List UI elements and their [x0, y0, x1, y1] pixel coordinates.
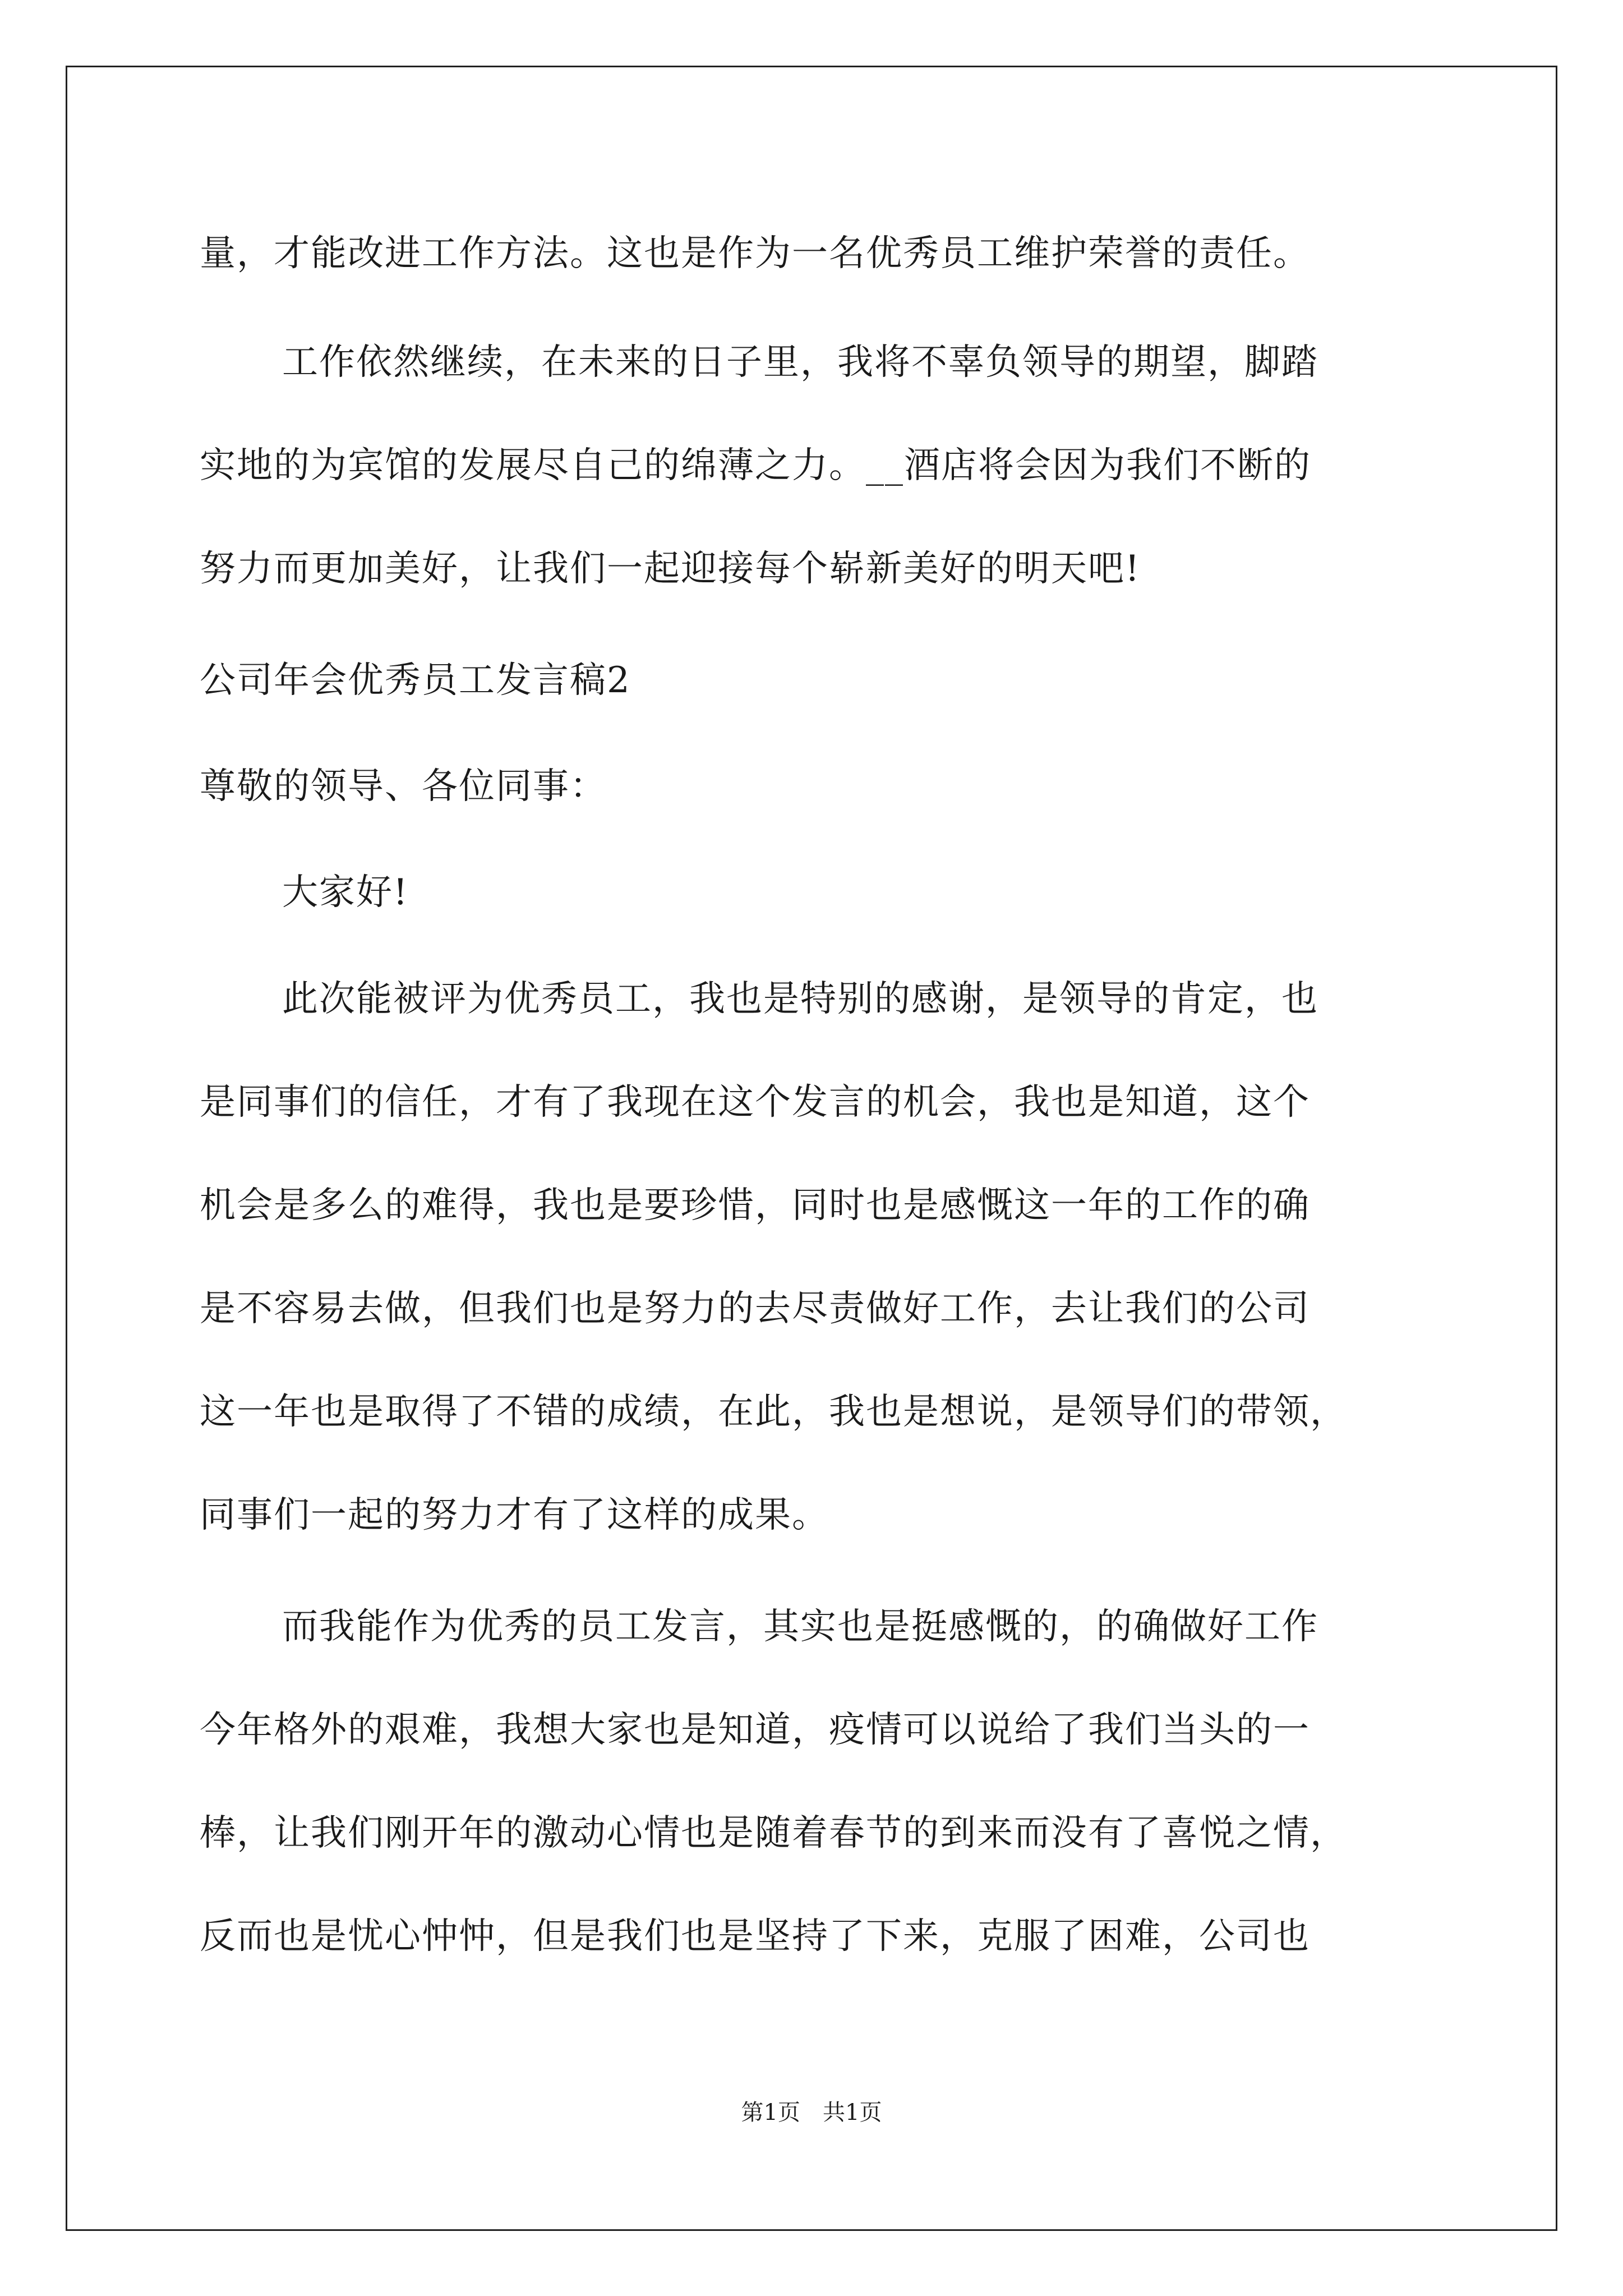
page-border — [66, 66, 1557, 2231]
paragraph-line: 反而也是忧心忡忡，但是我们也是坚持了下来，克服了困难，公司也 — [200, 1916, 1310, 1957]
paragraph-line: 努力而更加美好，让我们一起迎接每个崭新美好的明天吧! — [200, 548, 1141, 590]
paragraph-line: 机会是多么的难得，我也是要珍惜，同时也是感慨这一年的工作的确 — [200, 1185, 1310, 1226]
section-heading: 公司年会优秀员工发言稿2 — [200, 660, 631, 701]
salutation: 尊敬的领导、各位同事： — [200, 766, 607, 807]
paragraph-line: 是不容易去做，但我们也是努力的去尽责做好工作，去让我们的公司 — [200, 1288, 1310, 1329]
paragraph-line: 这一年也是取得了不错的成绩，在此，我也是想说，是领导们的带领， — [200, 1391, 1347, 1433]
page-footer: 第1页 共1页 — [741, 2100, 882, 2125]
paragraph-line: 今年格外的艰难，我想大家也是知道，疫情可以说给了我们当头的一 — [200, 1709, 1310, 1751]
paragraph-line: 同事们一起的努力才有了这样的成果。 — [200, 1494, 829, 1536]
paragraph-line: 工作依然继续，在未来的日子里，我将不辜负领导的期望，脚踏 — [282, 342, 1318, 383]
greeting: 大家好! — [282, 872, 409, 913]
paragraph-line: 棒，让我们刚开年的激动心情也是随着春节的到来而没有了喜悦之情， — [200, 1812, 1347, 1854]
paragraph-line: 此次能被评为优秀员工，我也是特别的感谢，是领导的肯定，也 — [282, 978, 1318, 1020]
paragraph-line: 而我能作为优秀的员工发言，其实也是挺感慨的，的确做好工作 — [282, 1606, 1318, 1648]
paragraph-line: 是同事们的信任，才有了我现在这个发言的机会，我也是知道，这个 — [200, 1082, 1310, 1123]
paragraph-line: 量，才能改进工作方法。这也是作为一名优秀员工维护荣誉的责任。 — [200, 233, 1310, 274]
paragraph-line: 实地的为宾馆的发展尽自己的绵薄之力。__酒店将会因为我们不断的 — [200, 445, 1311, 486]
